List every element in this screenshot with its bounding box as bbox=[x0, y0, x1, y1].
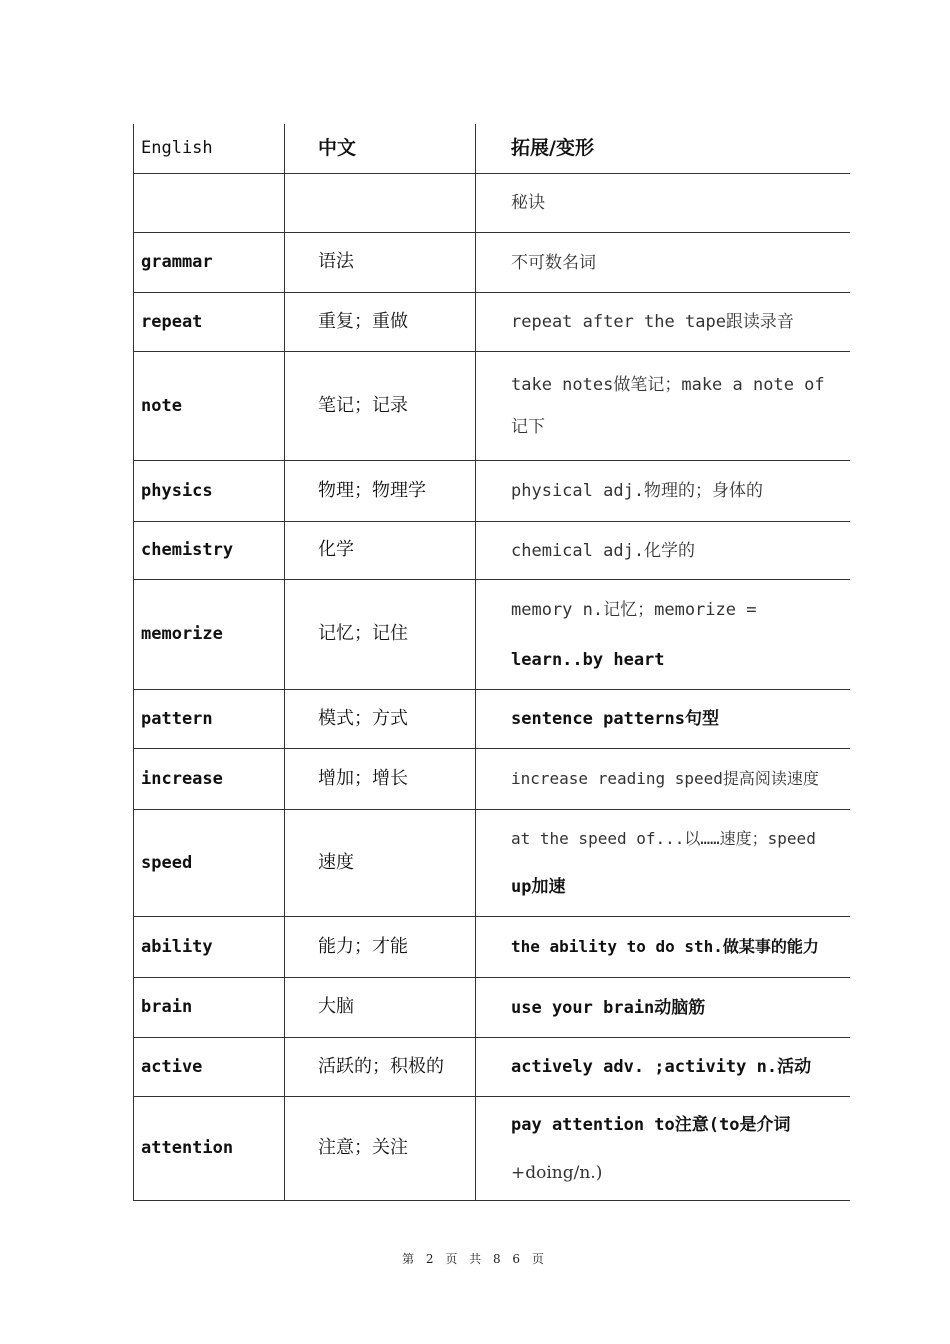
table-row bbox=[134, 810, 851, 917]
cell-chinese bbox=[285, 690, 476, 749]
cell-english bbox=[134, 1097, 285, 1201]
table-row bbox=[134, 174, 851, 233]
cell-extension-text: memory n.记忆；memorize = bbox=[511, 599, 757, 620]
cell-chinese-text: 速度 bbox=[318, 851, 354, 873]
table-row bbox=[134, 233, 851, 293]
cell-extension bbox=[476, 461, 851, 522]
cell-chinese-text: 模式；方式 bbox=[318, 707, 408, 729]
cell-english-text: active bbox=[141, 1056, 203, 1077]
cell-extension bbox=[476, 978, 851, 1038]
cell-chinese bbox=[285, 1038, 476, 1097]
cell-extension-text: take notes做笔记；make a note of bbox=[511, 375, 825, 395]
header-english bbox=[134, 124, 285, 174]
cell-english bbox=[134, 690, 285, 749]
cell-english bbox=[134, 352, 285, 461]
table-row bbox=[134, 1097, 851, 1201]
cell-extension bbox=[476, 293, 851, 352]
cell-extension-text: use your brain动脑筋 bbox=[511, 997, 706, 1018]
cell-english bbox=[134, 749, 285, 810]
cell-chinese-text: 物理；物理学 bbox=[318, 479, 426, 501]
cell-extension bbox=[476, 580, 851, 690]
cell-english bbox=[134, 174, 285, 233]
cell-english bbox=[134, 293, 285, 352]
cell-chinese bbox=[285, 810, 476, 917]
cell-chinese bbox=[285, 917, 476, 978]
cell-extension bbox=[476, 690, 851, 749]
cell-english bbox=[134, 233, 285, 293]
cell-extension-text: physical adj.物理的；身体的 bbox=[511, 481, 764, 501]
cell-chinese bbox=[285, 461, 476, 522]
cell-extension-text: chemical adj.化学的 bbox=[511, 540, 696, 561]
table-row bbox=[134, 522, 851, 580]
cell-chinese bbox=[285, 522, 476, 580]
cell-chinese-text: 化学 bbox=[318, 539, 354, 561]
table-row bbox=[134, 749, 851, 810]
cell-english-text: chemistry bbox=[141, 540, 234, 561]
cell-extension bbox=[476, 1097, 851, 1201]
cell-chinese bbox=[285, 1097, 476, 1201]
header-extension bbox=[476, 124, 851, 174]
cell-chinese bbox=[285, 293, 476, 352]
cell-english bbox=[134, 1038, 285, 1097]
cell-chinese bbox=[285, 233, 476, 293]
cell-chinese-text: 能力；才能 bbox=[318, 935, 408, 957]
table-row bbox=[134, 580, 851, 690]
cell-english-text: memorize bbox=[141, 624, 223, 645]
cell-english-text: speed bbox=[141, 852, 193, 873]
table-row bbox=[134, 1038, 851, 1097]
cell-english bbox=[134, 810, 285, 917]
cell-english bbox=[134, 522, 285, 580]
cell-extension-text: actively adv. ;activity n.活动 bbox=[511, 1057, 812, 1077]
cell-chinese bbox=[285, 749, 476, 810]
cell-extension-text: learn..by heart bbox=[511, 649, 665, 670]
cell-chinese bbox=[285, 174, 476, 233]
header-label: 拓展/变形 bbox=[511, 136, 594, 159]
cell-chinese-text: 重复；重做 bbox=[318, 310, 408, 332]
header-label: English bbox=[141, 138, 213, 159]
cell-chinese bbox=[285, 352, 476, 461]
cell-extension-text: 不可数名词 bbox=[511, 252, 596, 273]
cell-extension-text: pay attention to注意(to是介词 bbox=[511, 1114, 791, 1135]
cell-extension-text: repeat after the tape跟读录音 bbox=[511, 312, 794, 332]
cell-english-text: note bbox=[141, 395, 182, 416]
table-row bbox=[134, 978, 851, 1038]
cell-extension-text: the ability to do sth.做某事的能力 bbox=[511, 937, 819, 956]
cell-extension bbox=[476, 749, 851, 810]
cell-extension-text: up加速 bbox=[511, 877, 566, 897]
table-row bbox=[134, 917, 851, 978]
table-row bbox=[134, 461, 851, 522]
cell-chinese bbox=[285, 580, 476, 690]
cell-english-text: increase bbox=[141, 768, 223, 789]
cell-english-text: brain bbox=[141, 997, 193, 1018]
cell-extension-text: sentence patterns句型 bbox=[511, 709, 719, 729]
header-label: 中文 bbox=[318, 136, 357, 159]
cell-english-text: physics bbox=[141, 480, 213, 501]
cell-extension bbox=[476, 174, 851, 233]
cell-chinese-text: 注意；关注 bbox=[318, 1137, 408, 1159]
cell-extension bbox=[476, 522, 851, 580]
cell-extension bbox=[476, 352, 851, 461]
cell-chinese-text: 记忆；记住 bbox=[318, 623, 408, 645]
table-row bbox=[134, 293, 851, 352]
cell-english-text: repeat bbox=[141, 311, 203, 332]
cell-english bbox=[134, 978, 285, 1038]
cell-extension bbox=[476, 810, 851, 917]
table-row bbox=[134, 352, 851, 461]
cell-english bbox=[134, 580, 285, 690]
cell-chinese-text: 增加；增长 bbox=[318, 767, 408, 789]
cell-extension bbox=[476, 917, 851, 978]
cell-chinese-text: 笔记；记录 bbox=[318, 394, 408, 416]
cell-english bbox=[134, 461, 285, 522]
cell-english bbox=[134, 917, 285, 978]
cell-chinese-text: 大脑 bbox=[318, 996, 354, 1018]
cell-extension-text: 记下 bbox=[511, 417, 545, 437]
cell-english-text: ability bbox=[141, 936, 213, 957]
cell-english-text: grammar bbox=[141, 252, 213, 273]
cell-extension bbox=[476, 233, 851, 293]
header-chinese bbox=[285, 124, 476, 174]
cell-extension-text: 秘诀 bbox=[511, 193, 545, 213]
cell-english-text: attention bbox=[141, 1138, 234, 1159]
cell-extension-text: increase reading speed提高阅读速度 bbox=[511, 769, 819, 788]
cell-chinese bbox=[285, 978, 476, 1038]
vocabulary-table bbox=[133, 124, 850, 1201]
cell-extension bbox=[476, 1038, 851, 1097]
cell-extension-text: +doing/n.) bbox=[511, 1162, 603, 1183]
page-footer: 第 2 页 共 8 6 页 bbox=[402, 1252, 548, 1266]
cell-english-text: pattern bbox=[141, 708, 213, 729]
cell-extension-text: at the speed of...以……速度；speed bbox=[511, 829, 816, 848]
table-header-row bbox=[134, 124, 851, 174]
cell-chinese-text: 语法 bbox=[318, 251, 354, 273]
table-row bbox=[134, 690, 851, 749]
cell-chinese-text: 活跃的；积极的 bbox=[318, 1055, 444, 1077]
